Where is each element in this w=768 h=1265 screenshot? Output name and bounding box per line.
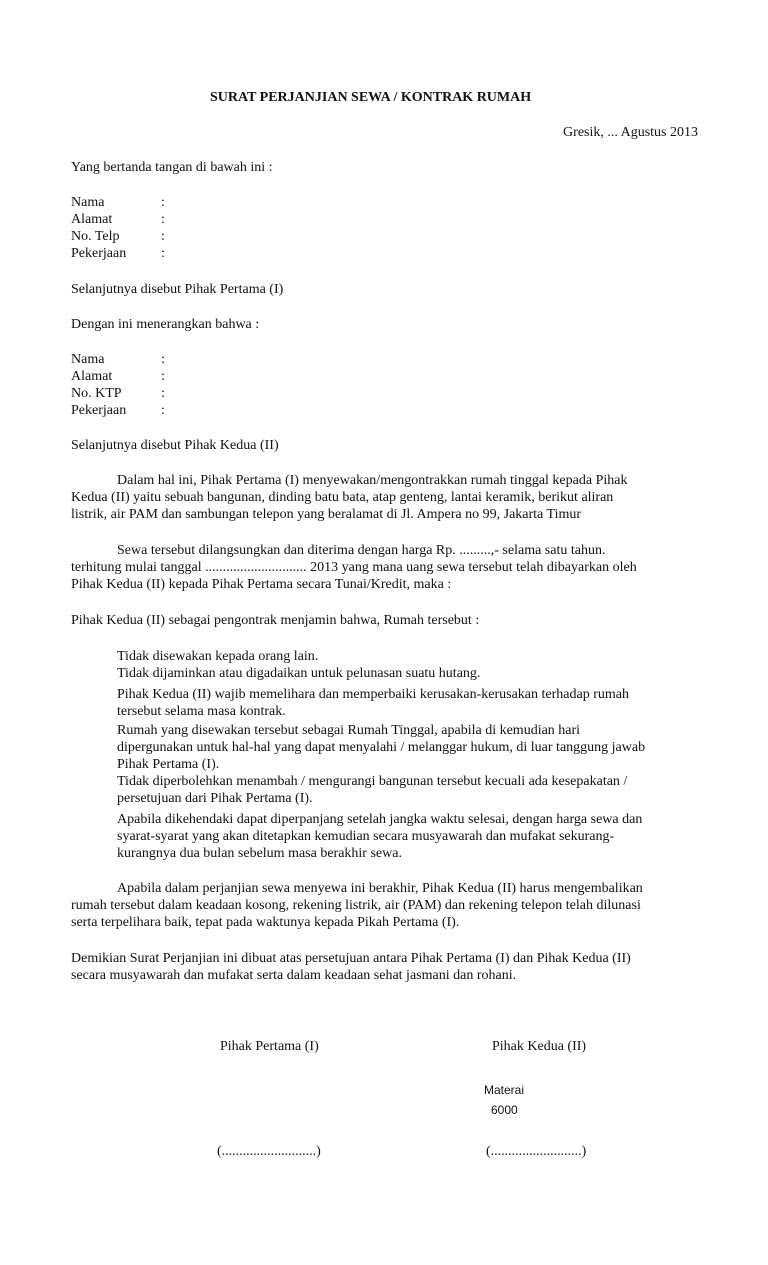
bullet-line: syarat-syarat yang akan ditetapkan kemudian secara musyawarah dan mufakat sekurang- <box>117 829 615 844</box>
paragraph-line: Demikian Surat Perjanjian ini dibuat atas persetujuan antara Pihak Pertama (I) dan Pihak Kedua (II) <box>71 951 631 966</box>
bullet-line: Tidak dijaminkan atau digadaikan untuk pelunasan suatu hutang. <box>117 666 481 681</box>
bullet-line: persetujuan dari Pihak Pertama (I). <box>117 791 313 806</box>
signature-blank-party2: (..........................) <box>486 1144 587 1159</box>
stamp-label: Materai <box>484 1083 525 1097</box>
field-label: Alamat <box>71 212 113 227</box>
signature-blank-party1: (...........................) <box>217 1144 321 1159</box>
paragraph-line: Dalam hal ini, Pihak Pertama (I) menyewakan/mengontrakkan rumah tinggal kepada Pihak <box>117 473 628 488</box>
bullet-line: Pihak Kedua (II) wajib memelihara dan memperbaiki kerusakan-kerusakan terhadap rumah <box>117 687 629 702</box>
paragraph-line: Pihak Kedua (II) kepada Pihak Pertama secara Tunai/Kredit, maka : <box>71 577 452 592</box>
bullet-line: kurangnya dua bulan sebelum masa berakhir sewa. <box>117 846 402 861</box>
bullet-line: Tidak diperbolehkan menambah / mengurangi bangunan tersebut kecuali ada kesepakatan / <box>117 774 628 789</box>
bullet-line: Apabila dikehendaki dapat diperpanjang setelah jangka waktu selesai, dengan harga sewa dan <box>117 812 643 827</box>
paragraph-line: Kedua (II) yaitu sebuah bangunan, dinding batu bata, atap genteng, lantai keramik, berikut aliran <box>71 490 614 505</box>
bullet-item <box>117 773 627 807</box>
bullet-line: Tidak disewakan kepada orang lain. <box>117 649 319 664</box>
signature-label-party2: Pihak Kedua (II) <box>492 1039 587 1054</box>
bullet-item <box>117 648 318 665</box>
field-label: Pekerjaan <box>71 403 127 418</box>
field-label: Nama <box>71 195 105 210</box>
field-colon: : <box>161 195 165 210</box>
stamp-value: 6000 <box>491 1103 518 1117</box>
paragraph-line: terhitung mulai tanggal ............................. 2013 yang mana uang sewa tersebut telah dibayarkan oleh <box>71 560 637 575</box>
field-colon: : <box>161 386 165 401</box>
paragraph-line: secara musyawarah dan mufakat serta dalam keadaan sehat jasmani dan rohani. <box>71 968 517 983</box>
paragraph-termination <box>71 880 701 931</box>
field-label: No. Telp <box>71 229 120 244</box>
field-colon: : <box>161 229 165 244</box>
field-label: Pekerjaan <box>71 246 127 261</box>
paragraph-closing <box>71 950 701 984</box>
signature-label-party1: Pihak Pertama (I) <box>220 1039 319 1054</box>
guarantee-intro: Pihak Kedua (II) sebagai pengontrak menjamin bahwa, Rumah tersebut : <box>71 613 480 628</box>
bullet-line: tersebut selama masa kontrak. <box>117 704 286 719</box>
paragraph-rental-object <box>71 472 701 523</box>
intro-text: Yang bertanda tangan di bawah ini : <box>71 160 273 175</box>
field-label: Nama <box>71 352 105 367</box>
bullet-item <box>117 811 642 862</box>
statement-text: Dengan ini menerangkan bahwa : <box>71 317 260 332</box>
party2-note: Selanjutnya disebut Pihak Kedua (II) <box>71 438 279 453</box>
bullet-item <box>117 686 629 720</box>
field-colon: : <box>161 403 165 418</box>
paragraph-line: rumah tersebut dalam keadaan kosong, rekening listrik, air (PAM) dan rekening telepon telah dilunasi <box>71 898 641 913</box>
document-title: SURAT PERJANJIAN SEWA / KONTRAK RUMAH <box>210 90 532 105</box>
field-colon: : <box>161 212 165 227</box>
field-colon: : <box>161 352 165 367</box>
bullet-item <box>117 665 480 682</box>
paragraph-line: serta terpelihara baik, tepat pada waktunya kepada Pikah Pertama (I). <box>71 915 460 930</box>
paragraph-line: Apabila dalam perjanjian sewa menyewa ini berakhir, Pihak Kedua (II) harus mengembalikan <box>117 881 643 896</box>
paragraph-line: Sewa tersebut dilangsungkan dan diterima dengan harga Rp. .........,- selama satu tahun. <box>117 543 606 558</box>
bullet-line: Pihak Pertama (I). <box>117 757 220 772</box>
field-colon: : <box>161 246 165 261</box>
field-colon: : <box>161 369 165 384</box>
place-date: Gresik, ... Agustus 2013 <box>563 125 698 140</box>
bullet-line: dipergunakan untuk hal-hal yang dapat menyalahi / melanggar hukum, di luar tanggung jawab <box>117 740 646 755</box>
bullet-line: Rumah yang disewakan tersebut sebagai Rumah Tinggal, apabila di kemudian hari <box>117 723 581 738</box>
bullet-item <box>117 722 645 773</box>
field-label: No. KTP <box>71 386 122 401</box>
field-label: Alamat <box>71 369 113 384</box>
party1-note: Selanjutnya disebut Pihak Pertama (I) <box>71 282 284 297</box>
paragraph-line: listrik, air PAM dan sambungan telepon yang beralamat di Jl. Ampera no 99, Jakarta Timur <box>71 507 582 522</box>
paragraph-rental-price <box>71 542 701 593</box>
